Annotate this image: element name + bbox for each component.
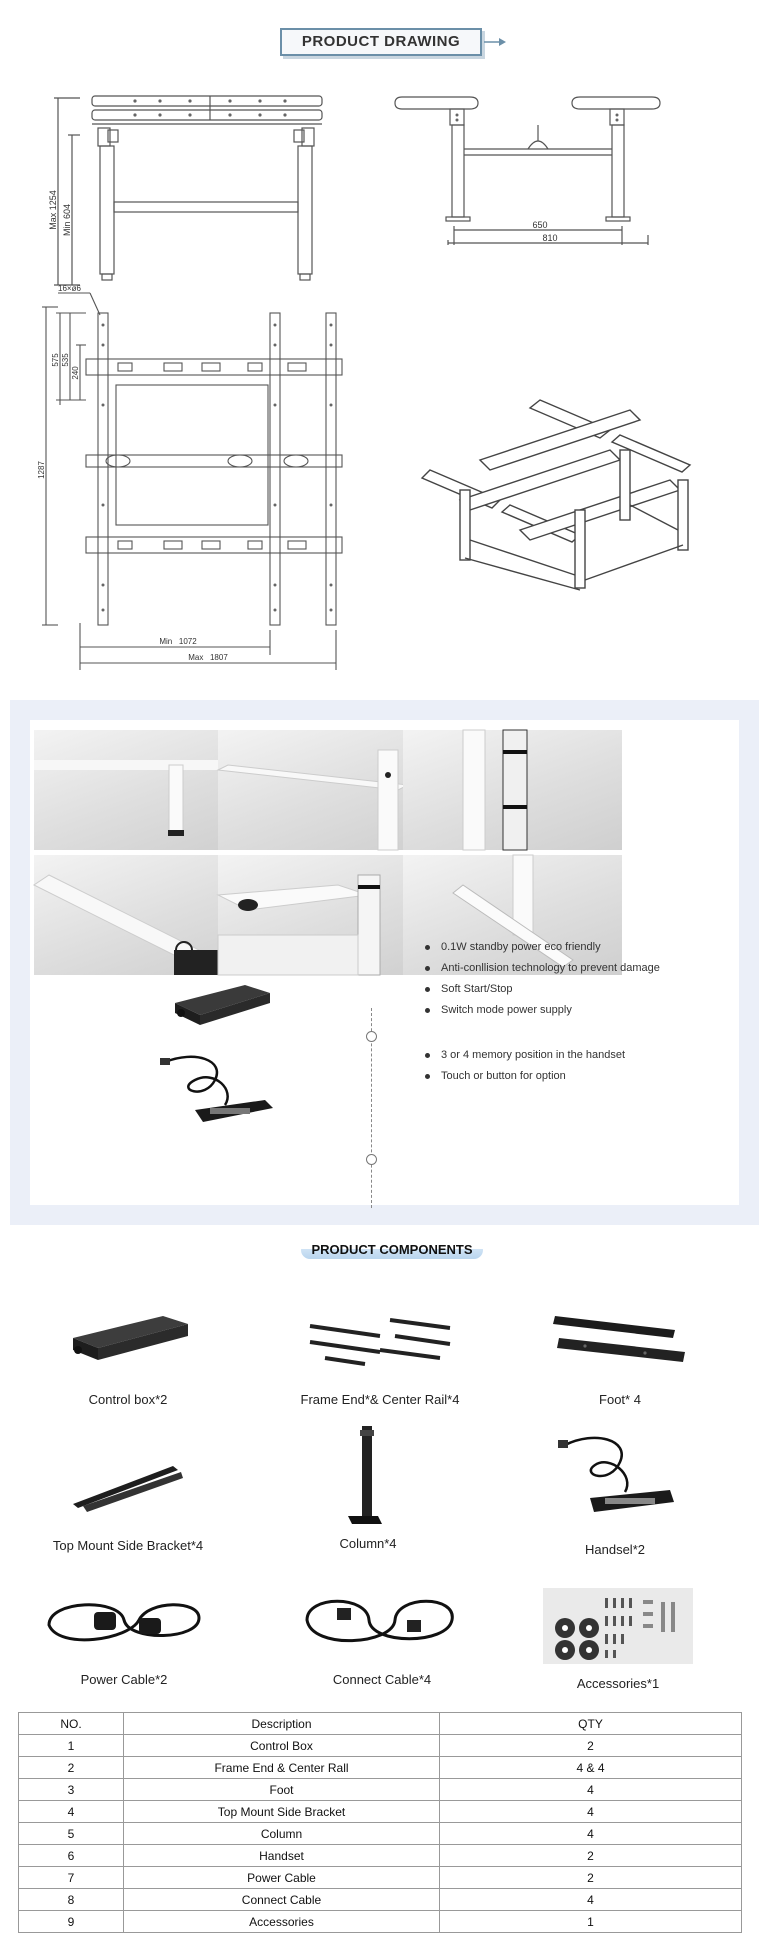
component-label: Power Cable*2 [80,1672,168,1687]
min-height-label: Min 604 [62,203,72,237]
component-handset [495,1426,735,1557]
feature-item: 3 or 4 memory position in the handset [423,1045,625,1066]
detail-photo-column [403,730,622,850]
component-label: Control box*2 [88,1392,168,1407]
dim-575-label: 575 [51,353,60,367]
feature-details-section [10,700,759,1225]
table-row [19,1889,742,1911]
handset-image [155,1050,285,1140]
table-cell: 5 [19,1823,124,1845]
features-list-handset [423,1045,625,1087]
table-cell: Control Box [124,1735,440,1757]
table-cell: 4 [440,1823,742,1845]
component-label: Accessories*1 [576,1676,660,1691]
table-cell: 2 [440,1735,742,1757]
component-column [248,1420,488,1551]
table-cell: Power Cable [124,1867,440,1889]
table-cell: 4 [440,1889,742,1911]
component-frame-end-center-rail [260,1302,500,1407]
component-foot [500,1302,740,1407]
table-cell: Top Mount Side Bracket [124,1801,440,1823]
component-control-box [8,1302,248,1407]
components-table [18,1712,742,1933]
holes-label: 16×ø6 [58,284,81,293]
dim-240-label: 240 [71,366,80,380]
front-elevation-drawing [50,90,350,290]
table-cell: 1 [19,1735,124,1757]
table-cell: 2 [440,1867,742,1889]
divider-node-icon [366,1154,377,1165]
table-cell: 4 & 4 [440,1757,742,1779]
min-length-label: Min 1072 [159,637,197,646]
table-row [19,1735,742,1757]
table-cell: Foot [124,1779,440,1801]
table-cell: 9 [19,1911,124,1933]
product-components-title: PRODUCT COMPONENTS [301,1241,483,1259]
table-cell: Column [124,1823,440,1845]
product-drawing-title: PRODUCT DRAWING [280,28,482,56]
table-cell: 4 [440,1801,742,1823]
component-connect-cable [262,1588,502,1687]
table-cell: 3 [19,1779,124,1801]
table-cell: 1 [440,1911,742,1933]
table-cell: Connect Cable [124,1889,440,1911]
feature-item: Soft Start/Stop [423,979,660,1000]
table-header-row [19,1713,742,1735]
divider-node-icon [366,1031,377,1042]
component-label: Foot* 4 [599,1392,641,1407]
isometric-frame-drawing [420,390,750,650]
feature-item: Switch mode power supply [423,1000,660,1021]
table-row [19,1823,742,1845]
component-label: Connect Cable*4 [332,1672,432,1687]
table-cell: 4 [19,1801,124,1823]
dim-535-label: 535 [61,353,70,367]
width-outer-label: 810 [542,233,558,243]
table-row [19,1801,742,1823]
table-row [19,1757,742,1779]
component-label: Top Mount Side Bracket*4 [52,1538,204,1553]
dim-1287-label: 1287 [37,461,46,479]
component-accessories [498,1588,738,1691]
max-length-label: Max 1807 [188,653,228,662]
side-elevation-drawing [390,95,690,285]
arrow-right-icon [484,36,506,48]
component-label: Frame End*& Center Rail*4 [300,1392,460,1407]
top-view-drawing [38,285,348,670]
component-top-mount-side-bracket [8,1448,248,1553]
feature-item: Touch or button for option [423,1066,625,1087]
table-cell: 2 [19,1757,124,1779]
table-cell: 6 [19,1845,124,1867]
table-header-no: NO. [19,1713,124,1735]
table-cell: 2 [440,1845,742,1867]
table-row [19,1911,742,1933]
table-header-qty: QTY [440,1713,742,1735]
table-header-description: Description [124,1713,440,1735]
table-cell: Accessories [124,1911,440,1933]
table-row [19,1779,742,1801]
max-height-label: Max 1254 [48,190,58,230]
table-cell: Handset [124,1845,440,1867]
feature-item: Anti-conllision technology to prevent damage [423,958,660,979]
table-cell: 7 [19,1867,124,1889]
component-label: Handsel*2 [585,1542,645,1557]
table-row [19,1867,742,1889]
table-cell: Frame End & Center Rall [124,1757,440,1779]
control-box-image [165,975,275,1030]
feature-details-panel [30,720,739,1205]
width-inner-label: 650 [532,220,548,230]
table-row [19,1845,742,1867]
features-list-power [423,937,660,1021]
table-cell: 8 [19,1889,124,1911]
product-drawing-section [0,0,769,690]
component-power-cable [4,1588,244,1687]
component-label: Column*4 [339,1536,397,1551]
table-cell: 4 [440,1779,742,1801]
feature-item: 0.1W standby power eco friendly [423,937,660,958]
